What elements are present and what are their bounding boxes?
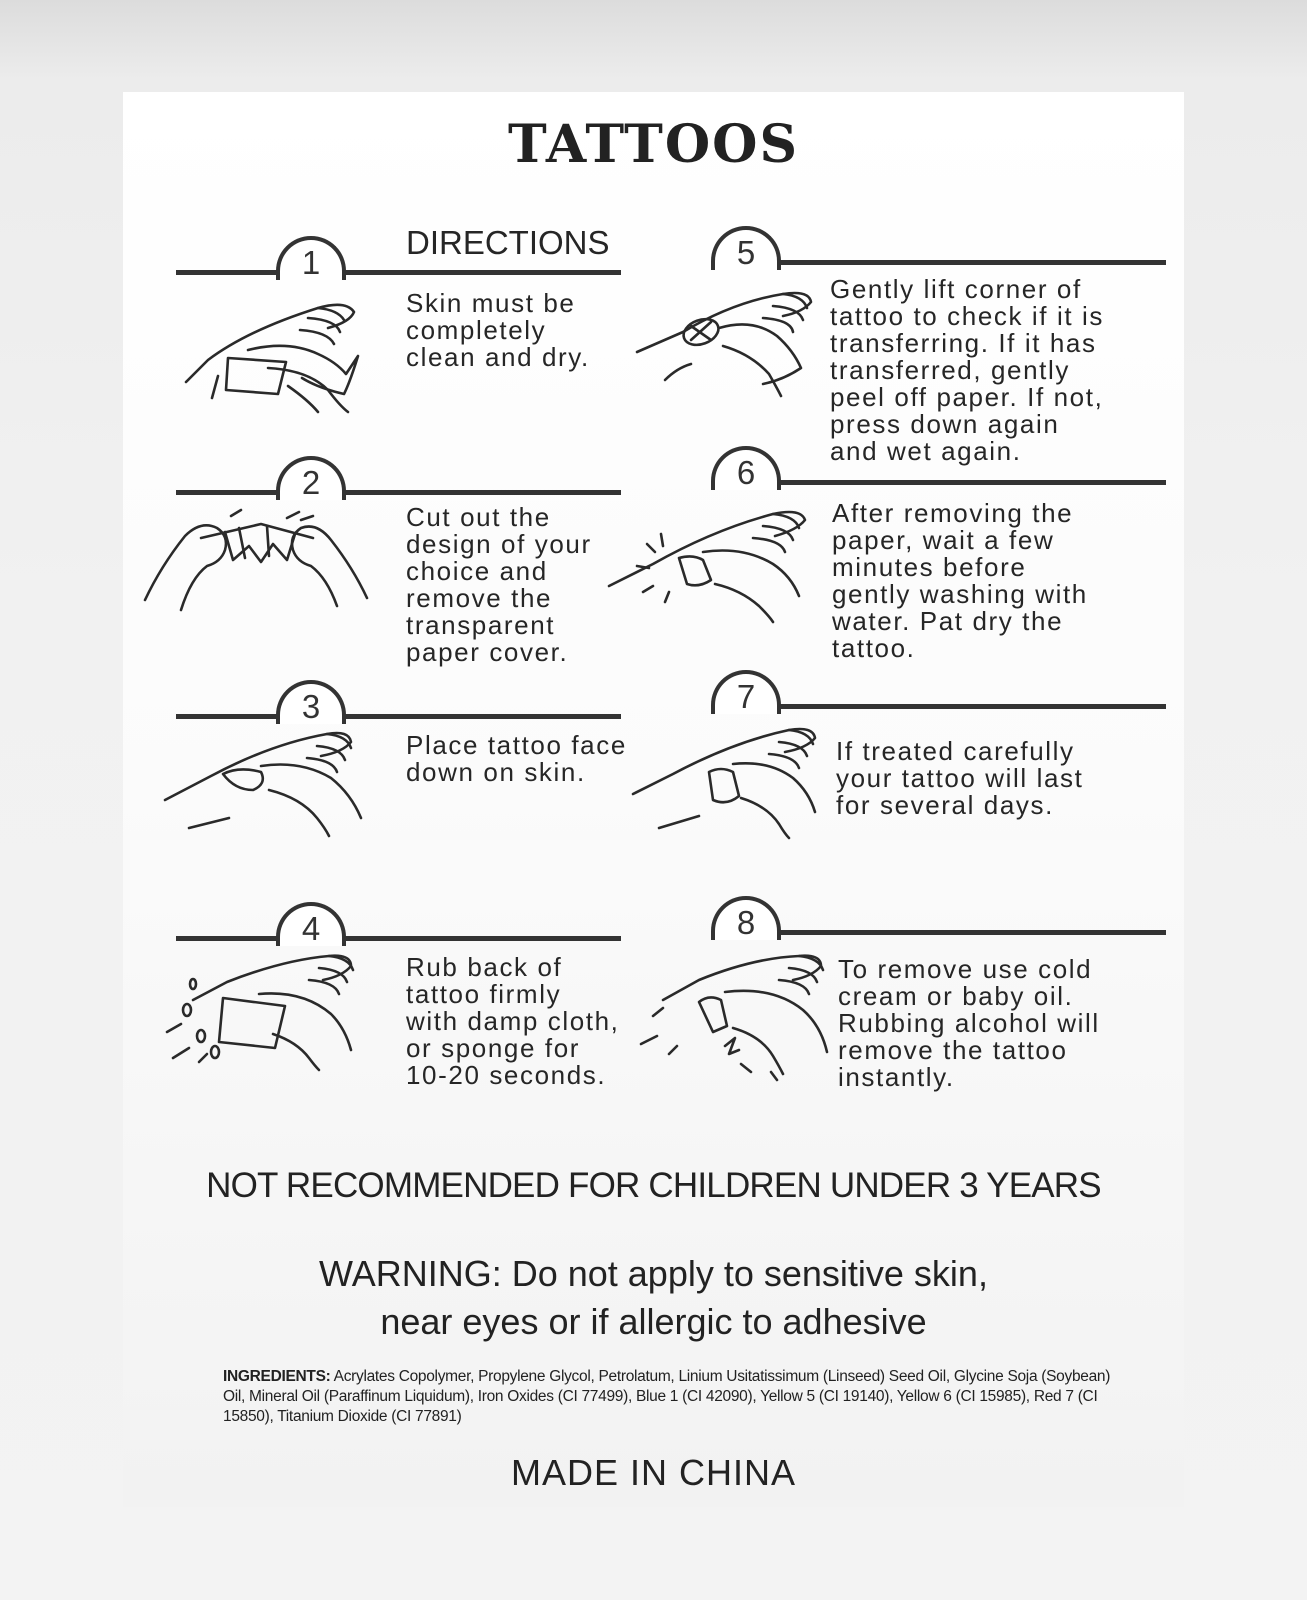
hands-rubbing-icon <box>163 954 363 1072</box>
step-3-number: 3 <box>276 680 346 724</box>
step-3-text: Place tattoo face down on skin. <box>406 730 627 787</box>
step-7-text: If treated carefully your tattoo will last for several days. <box>836 736 1084 820</box>
warning-line-1: WARNING: Do not apply to sensitive skin, <box>319 1253 988 1294</box>
ingredients <box>223 1367 1123 1427</box>
step-7-number: 7 <box>711 670 781 714</box>
ingredients-label: INGREDIENTS: <box>223 1368 331 1385</box>
step-1-number: 1 <box>276 236 346 280</box>
hands-removing-icon <box>629 954 829 1084</box>
step-2-number: 2 <box>276 456 346 500</box>
step-1-text: Skin must be completely clean and dry. <box>406 288 590 372</box>
hands-lifting-icon <box>633 288 818 400</box>
instruction-sheet <box>123 92 1184 1507</box>
step-4-divider <box>176 936 621 941</box>
step-6-divider <box>729 480 1166 485</box>
step-2-text: Cut out the design of your choice and remove the transparent paper cover. <box>406 502 592 667</box>
step-8-number: 8 <box>711 896 781 940</box>
directions-heading: DIRECTIONS <box>406 224 610 261</box>
made-in-label: MADE IN CHINA <box>510 1452 797 1493</box>
step-5-text: Gently lift corner of tattoo to check if it is transferring. If it has transferred, gently peel off paper. If not, press down again and wet again. <box>830 274 1104 466</box>
step-4-text: Rub back of tattoo firmly with damp cloth, or sponge for 10-20 seconds. <box>406 952 620 1090</box>
warning-line-2: near eyes or if allergic to adhesive <box>380 1301 927 1342</box>
step-4-number: 4 <box>276 902 346 946</box>
step-6-number: 6 <box>711 446 781 490</box>
step-2-divider <box>176 490 621 495</box>
hands-cutting-icon <box>141 506 371 614</box>
hands-drying-icon <box>629 722 819 840</box>
step-8-divider <box>729 930 1166 935</box>
page-title: TATTOOS <box>507 114 800 175</box>
warning-notice <box>123 1250 1184 1346</box>
ingredients-list: Acrylates Copolymer, Propylene Glycol, Petrolatum, Linium Usitatissimum (Linseed) Seed Oil, Glycine Soja (Soybean) Oil, Mineral Oil (Paraffinum Liquidum), Iron Oxides (CI 77499), Blue 1 (CI 42090), Yellow 5 (CI 19140), Yellow 6 (CI 15985), Red 7 (CI 15850), Titanium Dioxide (CI 77891) <box>223 1368 1111 1425</box>
step-6-text: After removing the paper, wait a few minutes before gently washing with water. Pat dry the tattoo. <box>832 498 1088 663</box>
step-8-text: To remove use cold cream or baby oil. Rubbing alcohol will remove the tattoo instantly. <box>838 954 1100 1092</box>
hands-cleaning-icon <box>168 290 368 418</box>
step-3-divider <box>176 714 621 719</box>
step-5-divider <box>729 260 1166 265</box>
step-7-divider <box>729 704 1166 709</box>
step-1-divider <box>176 270 621 275</box>
hands-washing-icon <box>603 506 813 624</box>
step-5-number: 5 <box>711 226 781 270</box>
age-notice: NOT RECOMMENDED FOR CHILDREN UNDER 3 YEARS <box>206 1166 1101 1205</box>
hands-placing-icon <box>161 730 371 838</box>
